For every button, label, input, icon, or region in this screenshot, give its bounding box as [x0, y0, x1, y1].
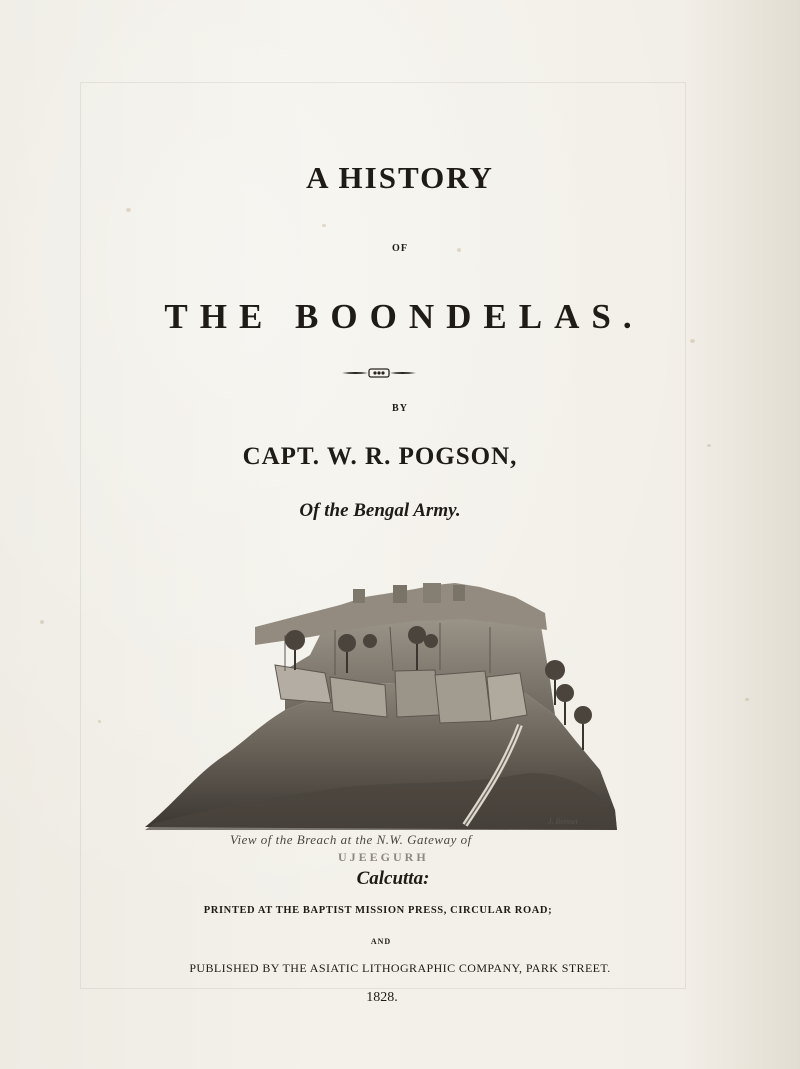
and-word: AND [370, 937, 392, 946]
foxing-spot [40, 620, 44, 624]
title-line-2: THE BOONDELAS. [164, 297, 644, 336]
foxing-spot [745, 698, 749, 701]
publisher-line: PUBLISHED BY THE ASIATIC LITHOGRAPHIC COMPANY, PARK STREET. [189, 961, 611, 975]
artist-signature: J. Bennet [548, 817, 578, 826]
printer-line: PRINTED AT THE BAPTIST MISSION PRESS, CIRCULAR ROAD; [203, 905, 553, 916]
foxing-spot [322, 224, 326, 227]
foxing-spot [690, 339, 695, 343]
title-line-1: A HISTORY [306, 160, 494, 195]
fortress-illustration [135, 575, 625, 840]
of-word: OF [392, 243, 408, 254]
ornament-divider [340, 366, 418, 380]
foxing-spot [126, 208, 131, 212]
illustration-place-name: UJEEGURH [338, 850, 429, 864]
author-name: CAPT. W. R. POGSON, [242, 443, 518, 470]
author-affiliation: Of the Bengal Army. [299, 500, 461, 521]
by-word: BY [392, 403, 408, 414]
imprint-city: Calcutta: [356, 868, 430, 889]
foxing-spot [98, 720, 101, 723]
illustration-caption: View of the Breach at the N.W. Gateway of [230, 832, 472, 847]
publication-year: 1828. [366, 990, 398, 1005]
